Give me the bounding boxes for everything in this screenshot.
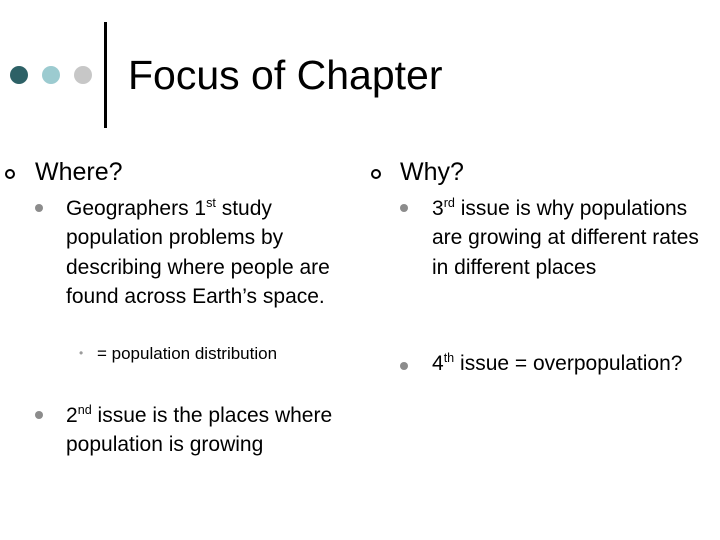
- right-item-1-pre: 3: [432, 197, 444, 220]
- right-item-2-sup: th: [443, 351, 455, 366]
- left-item-2: [66, 401, 338, 460]
- right-item-1-post: issue is why populations are growing at different rates in different places: [432, 197, 699, 279]
- right-item-2-post: issue = overpopulation?: [454, 352, 683, 375]
- item-bullet-icon: [400, 362, 408, 370]
- left-item-2-post: issue is the places where population is growing: [66, 404, 333, 457]
- decor-dot-teal: [42, 66, 60, 84]
- right-item-1: [432, 194, 704, 282]
- sub-bullet-icon: •: [79, 346, 84, 360]
- title-divider: [104, 22, 107, 128]
- left-heading: Where?: [35, 158, 123, 186]
- heading-bullet-icon: [371, 169, 381, 179]
- item-bullet-icon: [35, 204, 43, 212]
- decor-dot-dark: [10, 66, 28, 84]
- decor-dot-gray: [74, 66, 92, 84]
- left-item-1-pre: Geographers 1: [66, 197, 207, 220]
- item-bullet-icon: [35, 411, 43, 419]
- left-subitem-1: = population distribution: [97, 344, 278, 363]
- right-item-2-pre: 4: [432, 352, 444, 375]
- left-item-2-pre: 2: [66, 404, 78, 427]
- right-item-1-sup: rd: [443, 196, 455, 211]
- left-item-1: [66, 194, 338, 311]
- right-heading: Why?: [400, 158, 464, 186]
- slide-title: Focus of Chapter: [128, 52, 443, 98]
- left-item-1-post: study population problems by describing where people are found across Earth’s space.: [66, 197, 330, 308]
- right-item-2: [432, 349, 704, 378]
- heading-bullet-icon: [5, 169, 15, 179]
- left-item-2-sup: nd: [77, 403, 92, 418]
- item-bullet-icon: [400, 204, 408, 212]
- left-item-1-sup: st: [206, 196, 216, 211]
